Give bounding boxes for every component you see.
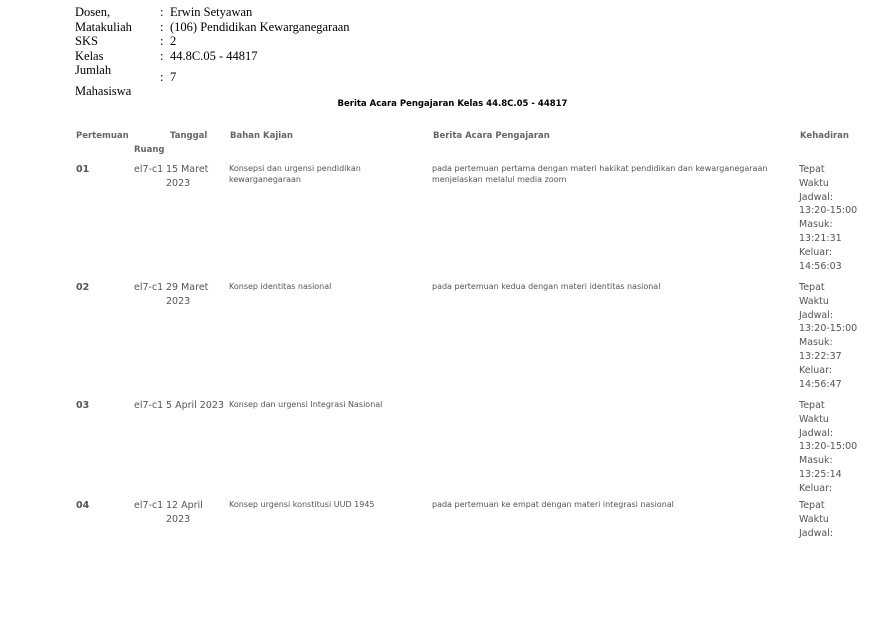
kehadiran-line: Masuk: — [799, 337, 833, 349]
row-berita: pada pertemuan kedua dengan materi identitas nasional — [432, 282, 661, 291]
kehadiran-line: Tepat — [799, 164, 825, 175]
kehadiran-line: Tepat — [799, 400, 825, 411]
kehadiran-line: 13:20-15:00 — [799, 205, 858, 217]
info-label: Kelas — [75, 49, 104, 63]
kehadiran-line: Keluar: — [799, 482, 833, 494]
kehadiran-line: Waktu — [799, 177, 829, 189]
info-label-mahasiswa: Mahasiswa — [75, 84, 132, 98]
kehadiran-line: 13:21:31 — [799, 232, 842, 244]
kehadiran-line: Jadwal: — [799, 427, 834, 439]
kehadiran-line: Waktu — [799, 513, 829, 525]
kehadiran-line: Jadwal: — [799, 309, 834, 321]
info-colon: : — [160, 70, 164, 84]
kehadiran-line: 14:56:47 — [799, 378, 842, 390]
kehadiran-line: Tepat — [799, 282, 825, 293]
row-bahan: Konsep urgensi konstitusi UUD 1945 — [229, 500, 375, 509]
row-number: 03 — [76, 400, 90, 411]
row-tanggal: 12 April 2023 — [166, 500, 203, 525]
row-bahan: Konsep dan urgensi Integrasi Nasional — [229, 400, 383, 409]
info-colon: : — [160, 5, 164, 19]
header-tanggal: Tanggal — [170, 131, 208, 141]
header-kehadiran: Kehadiran — [800, 131, 849, 141]
kehadiran-line: Jadwal: — [799, 191, 834, 203]
page-title: Berita Acara Pengajaran Kelas 44.8C.05 - 44817 — [337, 99, 568, 109]
row-bahan: Konsep identitas nasional — [229, 282, 332, 291]
header-bahan-kajian: Bahan Kajian — [230, 131, 293, 141]
kehadiran-line: 13:22:37 — [799, 350, 842, 362]
row-ruang: el7-c1 — [134, 400, 164, 411]
header-berita-acara: Berita Acara Pengajaran — [433, 131, 550, 141]
info-label: Matakuliah — [75, 20, 132, 34]
row-tanggal: 5 April 2023 — [166, 400, 224, 411]
info-value: (106) Pendidikan Kewarganegaraan — [170, 20, 350, 34]
header-ruang: Ruang — [134, 145, 165, 155]
row-kehadiran — [799, 163, 877, 273]
row-berita: pada pertemuan pertama dengan materi hakikat pendidikan dan kewarganegaraan menjelaskan melalui media zoom — [432, 164, 768, 184]
row-kehadiran — [799, 499, 877, 540]
row-number: 01 — [76, 164, 90, 175]
info-label: SKS — [75, 34, 98, 48]
kehadiran-line: Waktu — [799, 295, 829, 307]
info-value-jumlah: 7 — [170, 70, 177, 84]
info-label: Dosen, — [75, 5, 111, 19]
row-kehadiran — [799, 399, 877, 496]
kehadiran-line: Jadwal: — [799, 527, 834, 539]
kehadiran-line: Waktu — [799, 413, 829, 425]
header-pertemuan: Pertemuan — [76, 131, 129, 141]
info-value: Erwin Setyawan — [170, 5, 253, 19]
row-number: 02 — [76, 282, 90, 293]
row-tanggal: 15 Maret 2023 — [166, 164, 209, 189]
info-value: 2 — [170, 34, 177, 48]
info-value: 44.8C.05 - 44817 — [170, 49, 258, 63]
row-berita: pada pertemuan ke empat dengan materi integrasi nasional — [432, 500, 674, 509]
row-kehadiran — [799, 281, 877, 391]
kehadiran-line: 13:20-15:00 — [799, 441, 858, 453]
kehadiran-line: Keluar: — [799, 364, 833, 376]
kehadiran-line: Keluar: — [799, 246, 833, 258]
info-colon: : — [160, 49, 164, 63]
kehadiran-line: Tepat — [799, 500, 825, 511]
info-label-jumlah: Jumlah — [75, 63, 112, 77]
kehadiran-line: Masuk: — [799, 219, 833, 231]
info-colon: : — [160, 20, 164, 34]
info-colon: : — [160, 34, 164, 48]
row-tanggal: 29 Maret 2023 — [166, 282, 209, 307]
kehadiran-line: 14:56:03 — [799, 260, 842, 272]
row-ruang: el7-c1 — [134, 282, 164, 293]
row-number: 04 — [76, 500, 90, 511]
kehadiran-line: Masuk: — [799, 455, 833, 467]
row-ruang: el7-c1 — [134, 164, 164, 175]
row-ruang: el7-c1 — [134, 500, 164, 511]
kehadiran-line: 13:20-15:00 — [799, 323, 858, 335]
kehadiran-line: 13:25:14 — [799, 468, 842, 480]
row-bahan: Konsepsi dan urgensi pendidikan kewarganegaraan — [229, 164, 361, 184]
